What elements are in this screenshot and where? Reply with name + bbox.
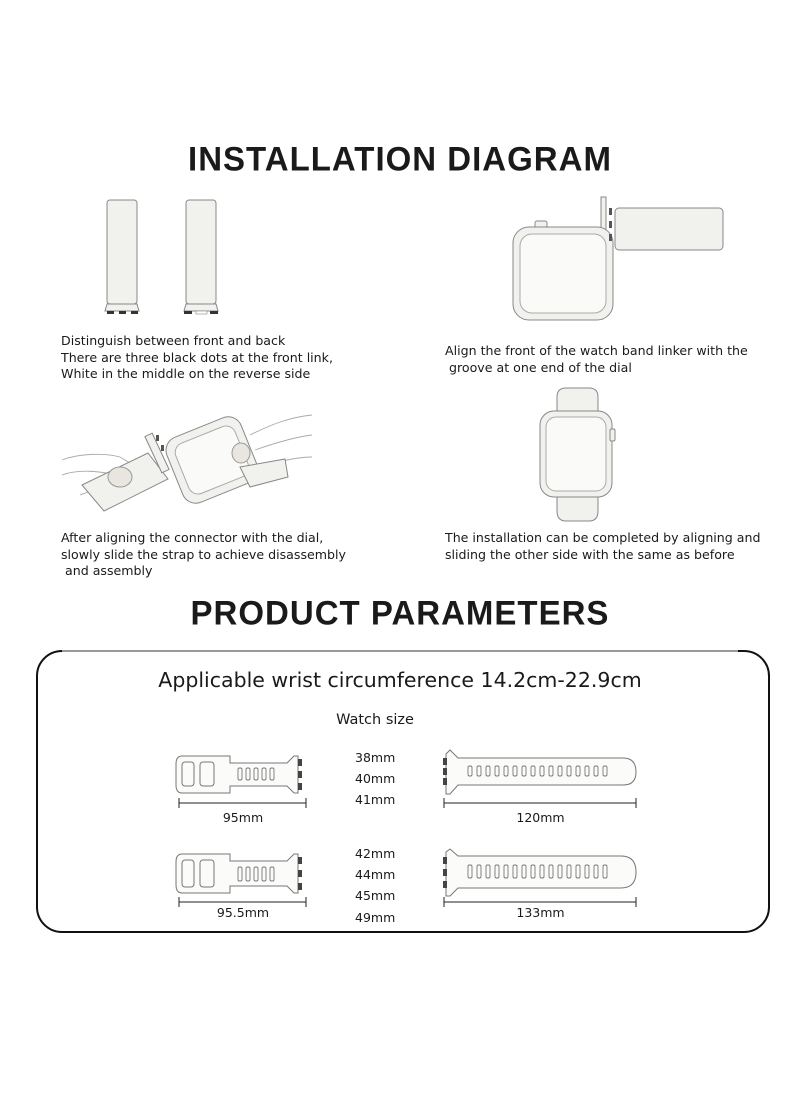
caption-line: and assembly [61, 563, 153, 578]
size-45mm: 45mm [355, 888, 396, 903]
size-41mm: 41mm [355, 792, 396, 807]
size-49mm: 49mm [355, 910, 396, 925]
long-band-small-illustration [438, 748, 643, 802]
step-1-caption [61, 333, 333, 383]
caption-line: Distinguish between front and back [61, 333, 286, 348]
long-band-small-dimension [443, 798, 638, 808]
long-band-large-length: 133mm [516, 905, 565, 920]
short-band-small-dimension [178, 798, 308, 808]
step-4-caption [445, 530, 760, 563]
long-band-large-illustration [438, 848, 643, 900]
step-2-caption [445, 343, 748, 376]
size-44mm: 44mm [355, 867, 396, 882]
watch-assembled-illustration [530, 385, 625, 525]
size-38mm: 38mm [355, 750, 396, 765]
caption-line: There are three black dots at the front link, [61, 349, 333, 365]
caption-line: Align the front of the watch band linker with the [445, 343, 748, 358]
parameters-panel [36, 650, 770, 933]
short-band-small-length: 95mm [222, 810, 264, 825]
band-front-back-illustration [95, 195, 235, 320]
hands-sliding-strap-illustration [60, 405, 315, 520]
wrist-circumference: Applicable wrist circumference 14.2cm-22.9cm [158, 668, 642, 692]
short-band-large-length: 95.5mm [216, 905, 270, 920]
caption-line: White in the middle on the reverse side [61, 366, 311, 381]
step-3-caption [61, 530, 346, 580]
watch-and-linker-illustration [505, 192, 730, 327]
long-band-small-length: 120mm [516, 810, 565, 825]
caption-line: The installation can be completed by aligning and [445, 530, 761, 545]
installation-title: INSTALLATION DIAGRAM [188, 139, 612, 178]
caption-line: After aligning the connector with the dial, [61, 530, 324, 545]
caption-line: slowly slide the strap to achieve disassembly [61, 546, 346, 562]
caption-line: groove at one end of the dial [445, 359, 632, 375]
caption-line: sliding the other side with the same as before [445, 546, 735, 562]
parameters-title: PRODUCT PARAMETERS [190, 593, 610, 632]
panel-top-rule [62, 650, 738, 652]
size-42mm: 42mm [355, 846, 396, 861]
watch-size-label: Watch size [336, 712, 414, 728]
size-40mm: 40mm [355, 771, 396, 786]
